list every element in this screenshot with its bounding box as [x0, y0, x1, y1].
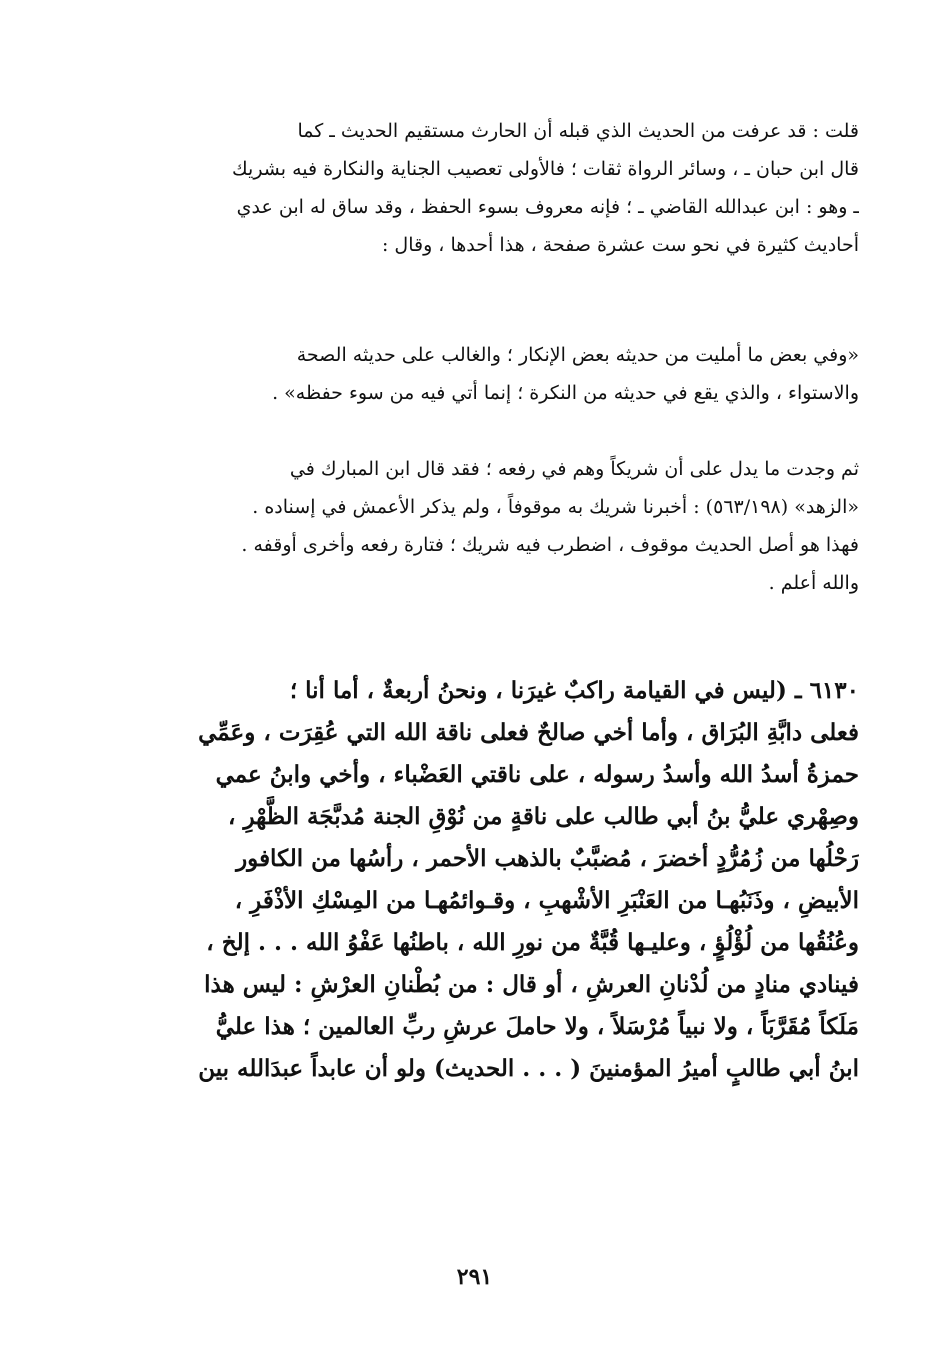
- text-line: رَحْلُها من زُمُرُّدٍ أخضرَ ، مُضبَّبٌ بالذهب الأحمر ، رأسُها من الكافور: [236, 845, 859, 872]
- text-line: قلت : قد عرفت من الحديث الذي قبله أن الحارث مستقيم الحديث ـ كما: [297, 120, 859, 142]
- text-line: قال ابن حبان ـ ، وسائر الرواة ثقات ؛ فالأولى تعصيب الجناية والنكارة فيه بشريك: [232, 158, 859, 180]
- commentary-paragraph-1: [89, 112, 859, 264]
- text-line: ـ وهو : ابن عبدالله القاضي ـ ؛ فإنه معروف بسوء الحفظ ، وقد ساق له ابن عدي: [236, 196, 859, 218]
- text-line: فهذا هو أصل الحديث موقوف ، اضطرب فيه شريك ؛ فتارة رفعه وأخرى أوقفه .: [241, 534, 859, 556]
- text-line: «الزهد» (٥٦٣/١٩٨) : أخبرنا شريك به موقوفاً ، ولم يذكر الأعمش في إسناده .: [252, 496, 859, 518]
- text-line: ٦١٣٠ ـ (ليس في القيامة راكبٌ غيرَنا ، ونحنُ أربعةٌ ، أما أنا ؛: [289, 677, 859, 704]
- text-line: «وفي بعض ما أمليت من حديثه بعض الإنكار ؛ والغالب على حديثه الصحة: [296, 344, 859, 366]
- text-line: والاستواء ، والذي يقع في حديثه من النكرة ؛ إنما أتي فيه من سوء حفظه» .: [272, 382, 859, 404]
- page-number: ٢٩١: [456, 1264, 493, 1290]
- text-line: مَلَكاً مُقَرَّبَاً ، ولا نبياً مُرْسَلاً ، ولا حاملَ عرشِ ربِّ العالمين ؛ هذا عليُّ: [215, 1013, 859, 1040]
- text-line: ثم وجدت ما يدل على أن شريكاً وهم في رفعه ؛ فقد قال ابن المبارك في: [289, 458, 859, 480]
- text-line: ابنُ أبي طالبٍ أميرُ المؤمنينَ ( . . . الحديث) ولو أن عابداً عبدَالله بين: [198, 1055, 859, 1082]
- commentary-paragraph-2: [89, 450, 859, 602]
- text-line: والله أعلم .: [768, 572, 859, 594]
- text-line: حمزةُ أسدُ الله وأسدُ رسوله ، على ناقتي العَضْباء ، وأخي وابنُ عمي: [215, 761, 859, 788]
- text-line: أحاديث كثيرة في نحو ست عشرة صفحة ، هذا أحدها ، وقال :: [381, 234, 859, 256]
- text-line: وصِهْري عليُّ بنُ أبي طالب على ناقةٍ من نُوْقِ الجنة مُدبَّجَة الظَّهْرِ ،: [228, 803, 859, 830]
- text-line: فعلى دابَّةِ البُرَاق ، وأما أخي صالحٌ فعلى ناقة الله التي عُقِرَت ، وعَمِّي: [198, 719, 859, 746]
- hadith-paragraph: [89, 670, 859, 1090]
- text-line: فينادي منادٍ من لُدْنانِ العرشِ ، أو قال : من بُطْنانِ العرْشِ : ليس هذا: [204, 971, 859, 998]
- quoted-paragraph: [89, 336, 859, 412]
- text-line: الأبيضِ ، وذَنَبُهـا من العَنْبَرِ الأشْهبِ ، وقـوائمُهـا من المِسْكِ الأذْفَرِ ،: [234, 887, 859, 914]
- text-line: وعُنُقُها من لُؤْلُؤٍ ، وعليـها قُبَّةٌ من نورِ الله ، باطنُها عَفْوُ الله . . . إلخ ،: [206, 929, 859, 956]
